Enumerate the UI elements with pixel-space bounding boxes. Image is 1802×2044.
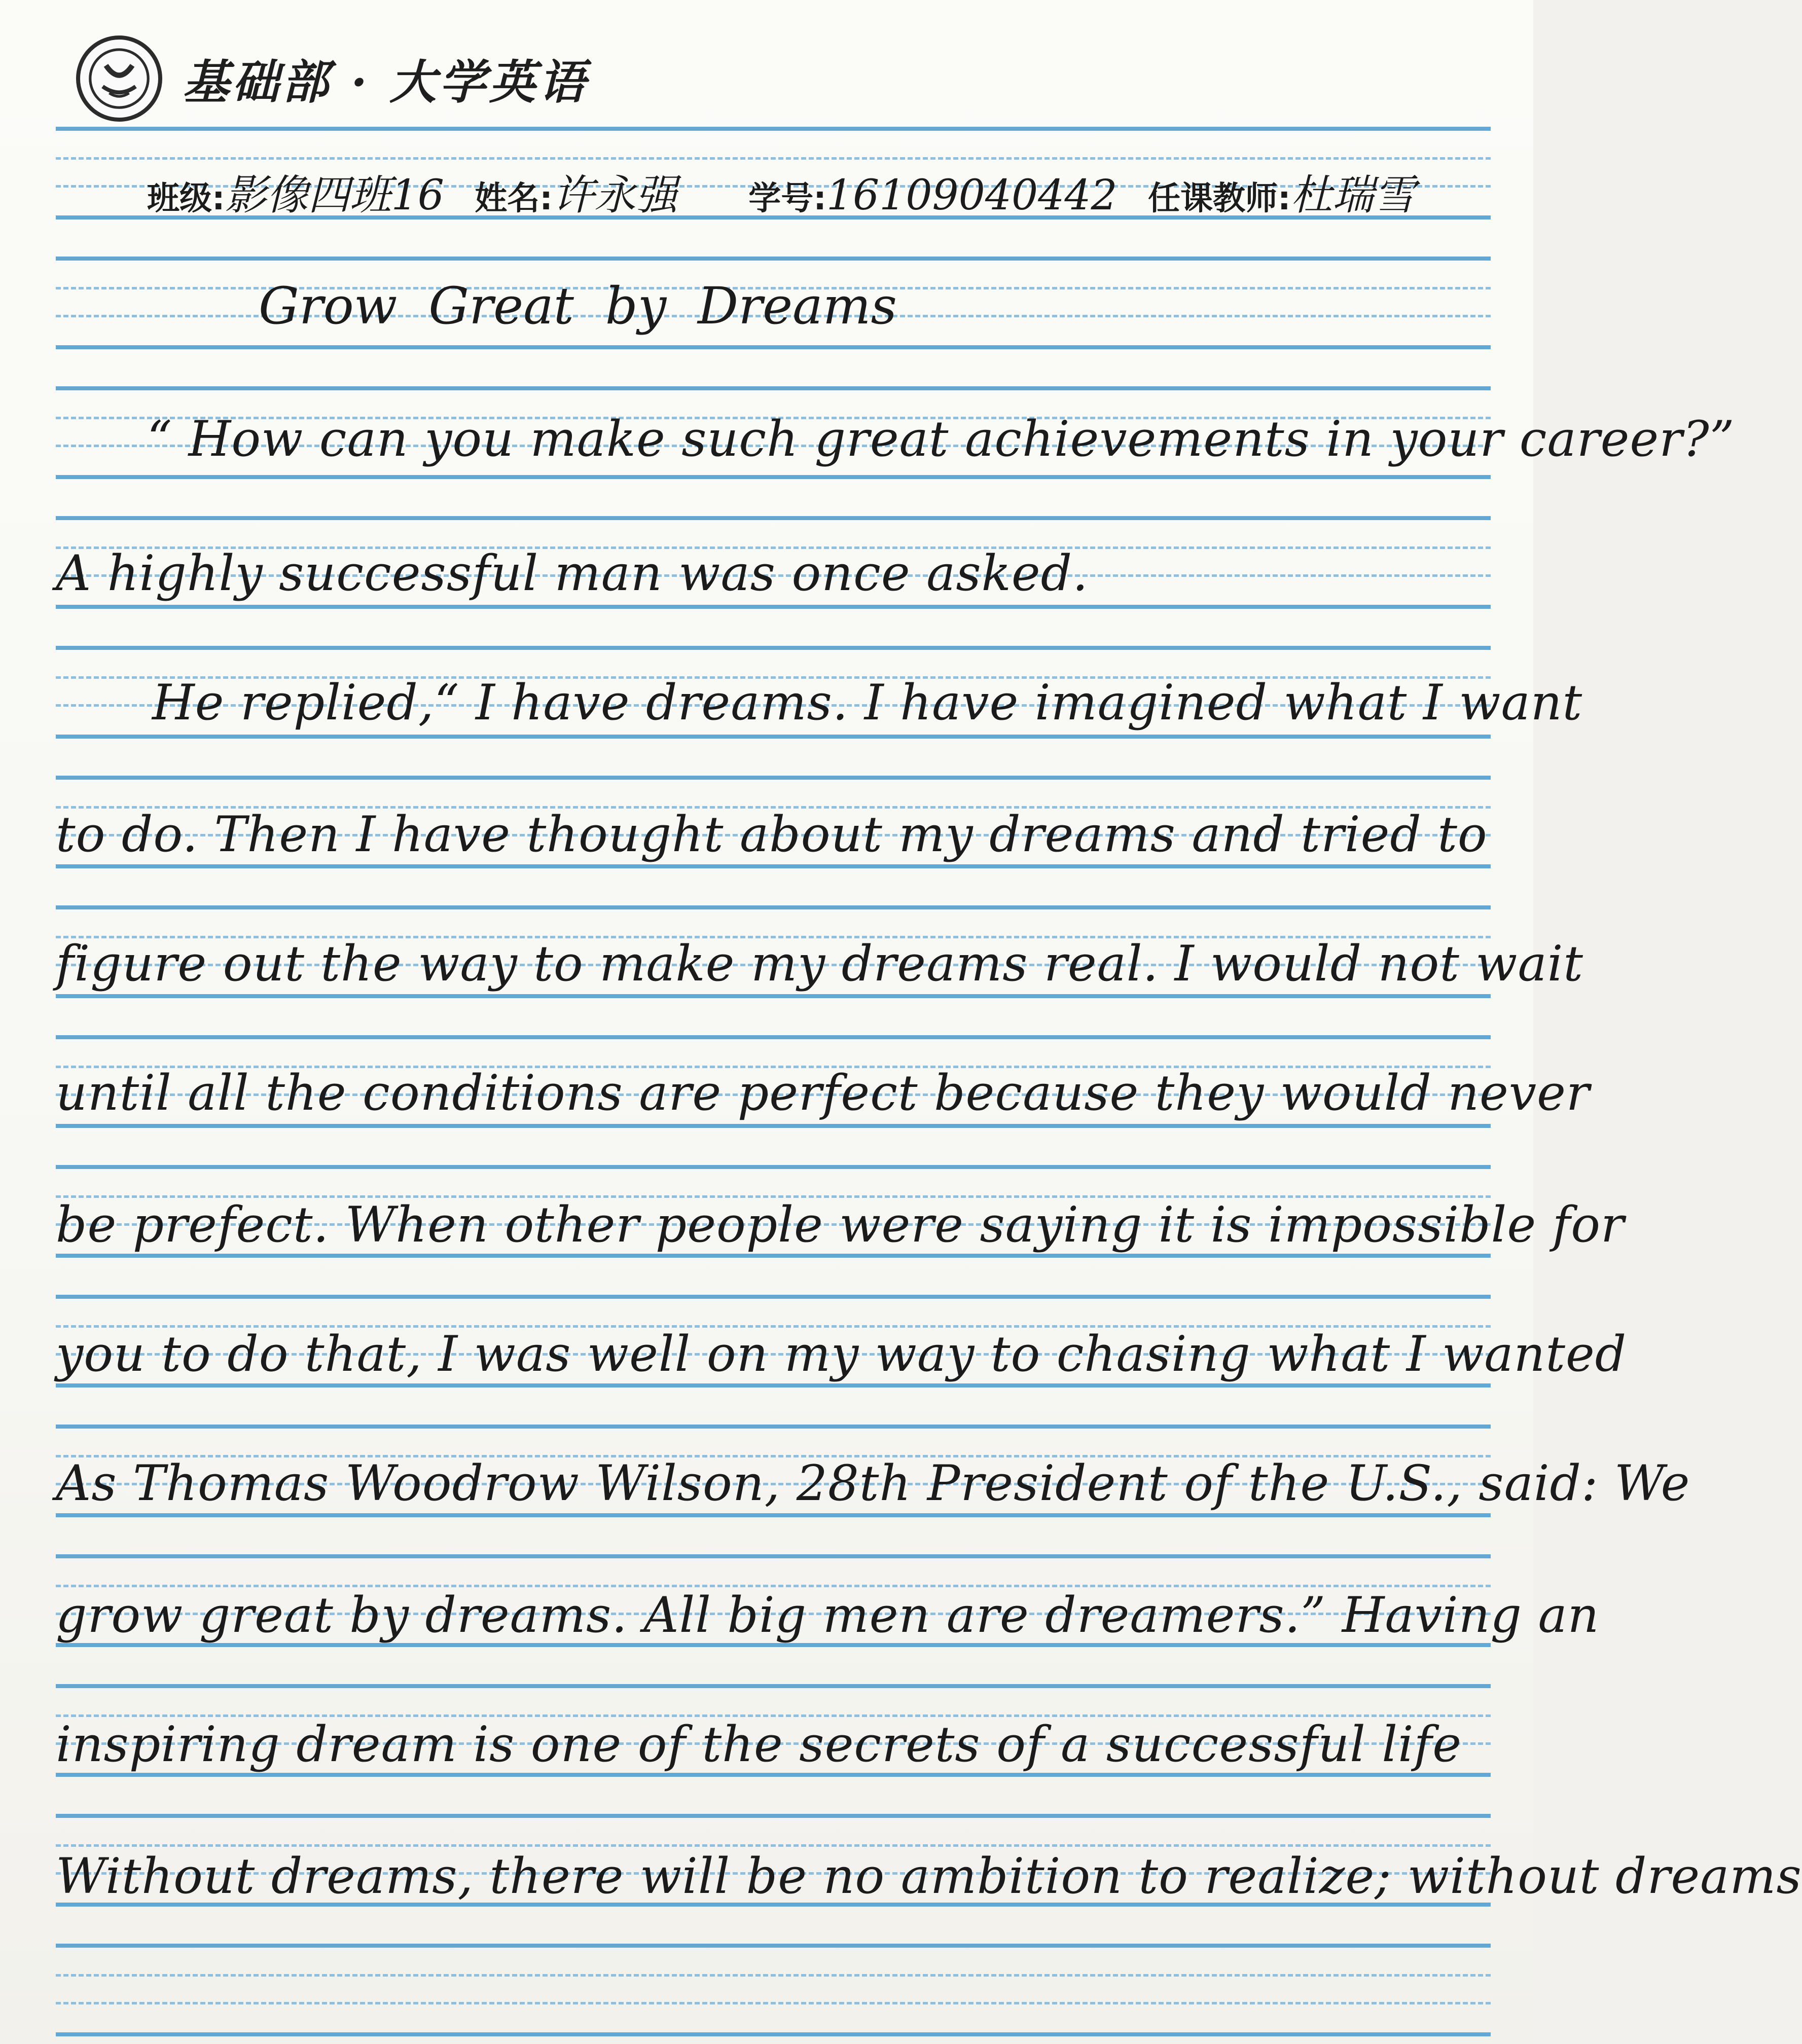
solid-rule	[56, 1425, 1491, 1429]
essay-line: until all the conditions are perfect because they would never	[56, 1065, 1590, 1121]
essay-line: to do. Then I have thought about my dreams and tried to	[56, 806, 1488, 863]
student-id-value: 16109040442	[826, 171, 1118, 220]
dashed-rule	[56, 157, 1491, 160]
solid-rule	[56, 1814, 1491, 1818]
student-info-row	[147, 162, 1491, 222]
essay-line: “ How can you make such great achievements in your career?”	[147, 411, 1735, 467]
course-title: 基础部 · 大学英语	[183, 55, 589, 110]
solid-rule	[56, 735, 1491, 739]
essay-title: Grow Great by Dreams	[259, 276, 897, 336]
solid-rule	[56, 1035, 1491, 1039]
essay-line: grow great by dreams. All big men are dreamers.” Having an	[56, 1587, 1600, 1644]
solid-rule	[56, 1684, 1491, 1688]
essay-line: A highly successful man was once asked.	[56, 545, 1089, 602]
essay-line: you to do that, I was well on my way to chasing what I wanted	[56, 1326, 1627, 1382]
class-value: 影像四班16	[225, 171, 444, 220]
solid-rule	[56, 127, 1491, 131]
solid-rule	[56, 2032, 1491, 2036]
solid-rule	[56, 1554, 1491, 1558]
solid-rule	[56, 905, 1491, 909]
solid-rule	[56, 345, 1491, 349]
solid-rule	[56, 646, 1491, 650]
sheet-header	[76, 30, 588, 127]
dashed-rule	[56, 1974, 1491, 1977]
solid-rule	[56, 1295, 1491, 1299]
solid-rule	[56, 386, 1491, 390]
solid-rule	[56, 1513, 1491, 1517]
solid-rule	[56, 257, 1491, 261]
essay-line: Without dreams, there will be no ambition to realize; without dreams	[56, 1848, 1802, 1905]
essay-line: inspiring dream is one of the secrets of a successful life	[56, 1716, 1462, 1773]
solid-rule	[56, 1383, 1491, 1388]
teacher-label: 任课教师:	[1148, 180, 1291, 217]
solid-rule	[56, 516, 1491, 520]
solid-rule	[56, 1254, 1491, 1258]
solid-rule	[56, 776, 1491, 780]
solid-rule	[56, 1124, 1491, 1128]
name-label: 姓名:	[475, 180, 553, 217]
solid-rule	[56, 605, 1491, 609]
class-label: 班级:	[147, 180, 225, 217]
student-id-label: 学号:	[748, 180, 826, 217]
ruling-row	[56, 1944, 1491, 2035]
solid-rule	[56, 1944, 1491, 1948]
dashed-rule	[56, 2002, 1491, 2004]
teacher-value: 杜瑞雪	[1290, 171, 1416, 220]
school-seal-icon	[76, 35, 162, 122]
essay-line: figure out the way to make my dreams real. I would not wait	[56, 935, 1583, 992]
essay-line: He replied,“ I have dreams. I have imagined what I want	[152, 674, 1583, 731]
name-value: 许永强	[552, 171, 677, 220]
essay-line: be prefect. When other people were saying it is impossible for	[56, 1196, 1625, 1253]
dashed-rule	[56, 1844, 1491, 1847]
solid-rule	[56, 1773, 1491, 1777]
essay-line: As Thomas Woodrow Wilson, 28th President of the U.S., said: We	[56, 1455, 1690, 1512]
solid-rule	[56, 994, 1491, 998]
solid-rule	[56, 864, 1491, 868]
solid-rule	[56, 475, 1491, 479]
solid-rule	[56, 1165, 1491, 1169]
solid-rule	[56, 1643, 1491, 1647]
